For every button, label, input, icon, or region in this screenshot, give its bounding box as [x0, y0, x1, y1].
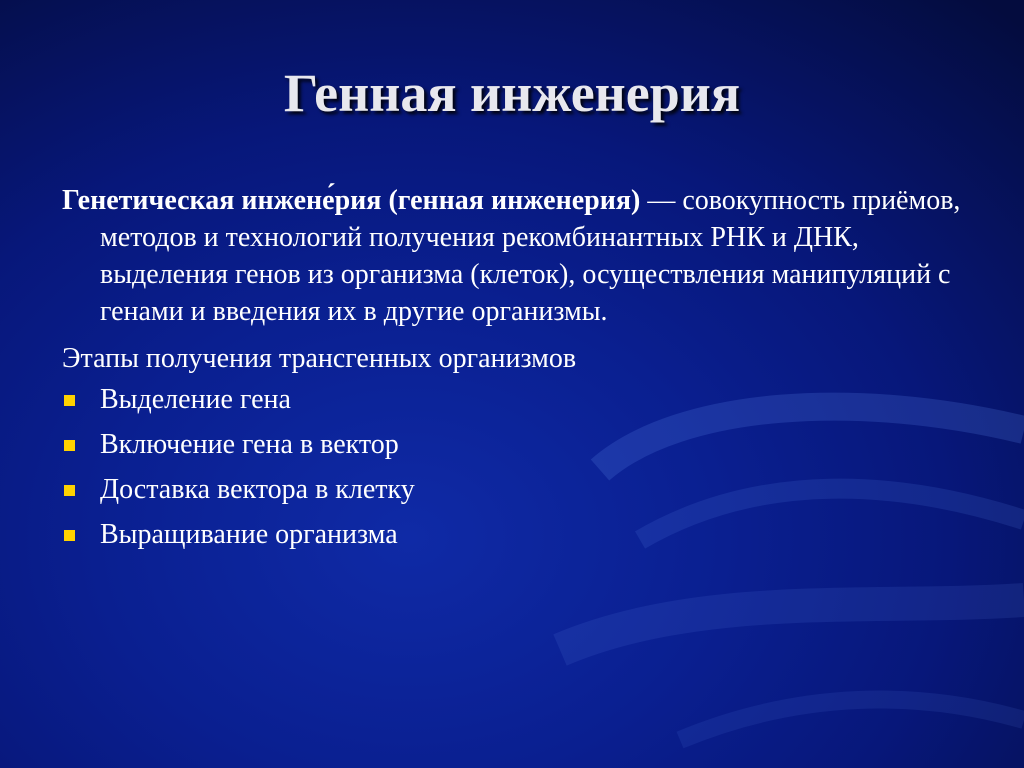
list-item [62, 381, 982, 418]
stage-label: Выделение гена [100, 384, 291, 415]
stage-label: Выращивание организма [100, 519, 398, 550]
definition-paragraph [62, 182, 982, 330]
slide-title: Генная инженерия [283, 63, 741, 123]
square-bullet-icon [64, 395, 75, 406]
square-bullet-icon [64, 530, 75, 541]
stages-list [62, 381, 982, 553]
list-item [62, 471, 982, 508]
definition-dash: — [640, 185, 683, 216]
swirl-arc-bottom [680, 700, 1024, 740]
square-bullet-icon [64, 440, 75, 451]
stage-label: Включение гена в вектор [100, 429, 399, 460]
list-item [62, 426, 982, 463]
stages-heading: Этапы получения трансгенных организмов [62, 343, 577, 374]
definition-text: совокупность приёмов, методов и технологий получения рекомбинантных РНК и ДНК, выделения генов из организма (клеток), осуществления манипуляций с генами и введения их в другие организмы. [100, 185, 961, 327]
definition-term: Генетическая инжене́рия (генная инженерия) [62, 185, 641, 216]
swirl-arc-lower [560, 600, 1024, 650]
square-bullet-icon [64, 485, 75, 496]
slide-content [62, 182, 982, 561]
list-item [62, 516, 982, 553]
stage-label: Доставка вектора в клетку [100, 474, 415, 505]
